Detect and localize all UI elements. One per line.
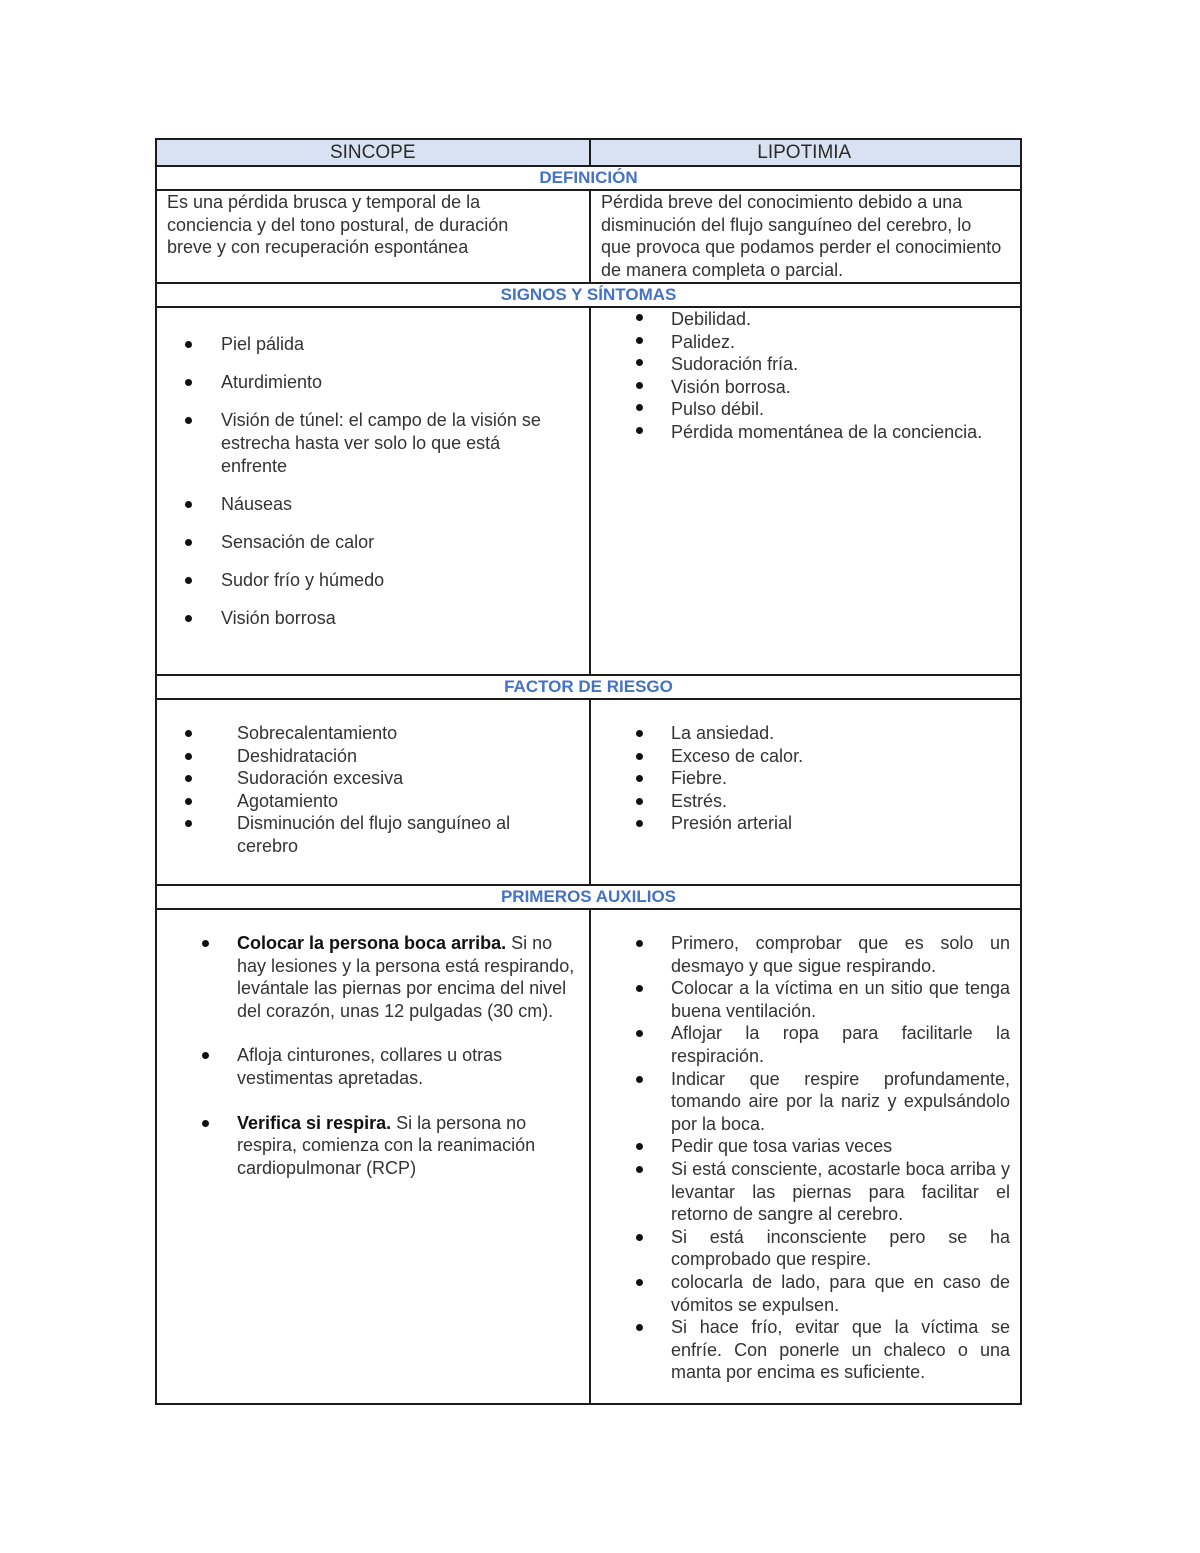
list-item: Sensación de calor — [157, 531, 563, 554]
list-item: Afloja cinturones, collares u otras vestimentas apretadas. — [157, 1044, 589, 1089]
list-item: Colocar a la víctima en un sitio que tenga buena ventilación. — [591, 977, 1020, 1022]
symptoms-lipotimia-list — [591, 308, 1020, 444]
list-item: Agotamiento — [157, 790, 549, 813]
list-item: Disminución del flujo sanguíneo al cerebro — [157, 812, 549, 857]
header-lipotimia: LIPOTIMIA — [757, 142, 852, 163]
list-item: Aflojar la ropa para facilitarle la respiración. — [591, 1022, 1020, 1067]
list-item: Primero, comprobar que es solo un desmayo y que sigue respirando. — [591, 932, 1020, 977]
list-item: Náuseas — [157, 493, 563, 516]
list-item: Sudoración excesiva — [157, 767, 549, 790]
list-item: colocarla de lado, para que en caso de vómitos se expulsen. — [591, 1271, 1020, 1316]
list-item: Colocar la persona boca arriba. Si no hay lesiones y la persona está respirando, levántale las piernas por encima del nivel del corazón, unas 12 pulgadas (30 cm). — [157, 932, 589, 1022]
first-aid-lipotimia-list — [591, 910, 1020, 1384]
list-item: Piel pálida — [157, 333, 563, 356]
list-item: Sudor frío y húmedo — [157, 569, 563, 592]
list-item: Sobrecalentamiento — [157, 722, 549, 745]
list-item: Aturdimiento — [157, 371, 563, 394]
comparison-table — [155, 138, 1022, 1405]
list-item: Fiebre. — [591, 767, 1020, 790]
list-item: Si está inconsciente pero se ha comprobado que respire. — [591, 1226, 1020, 1271]
list-item: Debilidad. — [591, 308, 1020, 331]
list-item: Sudoración fría. — [591, 353, 1020, 376]
list-item: Deshidratación — [157, 745, 549, 768]
section-title-definicion: DEFINICIÓN — [539, 168, 638, 187]
header-sincope: SINCOPE — [329, 142, 416, 163]
risk-sincope-list — [157, 700, 589, 858]
list-item: Estrés. — [591, 790, 1020, 813]
section-title-signos: SIGNOS Y SÍNTOMAS — [500, 285, 677, 304]
list-item: Pedir que tosa varias veces — [591, 1135, 1020, 1158]
risk-lipotimia-list — [591, 700, 1020, 835]
section-title-riesgo: FACTOR DE RIESGO — [504, 677, 673, 696]
definition-sincope: Es una pérdida brusca y temporal de la conciencia y del tono postural, de duración breve y con recuperación espontánea — [167, 192, 509, 258]
list-item: Visión borrosa. — [591, 376, 1020, 399]
first-aid-sincope-list — [157, 910, 589, 1179]
list-item: Visión de túnel: el campo de la visión se estrecha hasta ver solo lo que está enfrente — [157, 409, 563, 477]
list-item: Palidez. — [591, 331, 1020, 354]
symptoms-sincope-list — [157, 308, 589, 630]
list-item: Indicar que respire profundamente, tomando aire por la nariz y expulsándolo por la boca. — [591, 1068, 1020, 1136]
list-item: Pulso débil. — [591, 398, 1020, 421]
list-item: Verifica si respira. Si la persona no respira, comienza con la reanimación cardiopulmonar (RCP) — [157, 1112, 589, 1180]
list-item: Si hace frío, evitar que la víctima se enfríe. Con ponerle un chaleco o una manta por encima es suficiente. — [591, 1316, 1020, 1384]
list-item: Pérdida momentánea de la conciencia. — [591, 421, 1020, 444]
list-item: Presión arterial — [591, 812, 1020, 835]
list-item: Si está consciente, acostarle boca arriba y levantar las piernas para facilitar el retorno de sangre al cerebro. — [591, 1158, 1020, 1226]
section-title-auxilios: PRIMEROS AUXILIOS — [500, 887, 677, 906]
definition-lipotimia: Pérdida breve del conocimiento debido a una disminución del flujo sanguíneo del cerebro, lo que provoca que podamos perder el conocimiento de manera completa o parcial. — [601, 192, 1002, 280]
list-item: La ansiedad. — [591, 722, 1020, 745]
list-item: Exceso de calor. — [591, 745, 1020, 768]
list-item: Visión borrosa — [157, 607, 563, 630]
